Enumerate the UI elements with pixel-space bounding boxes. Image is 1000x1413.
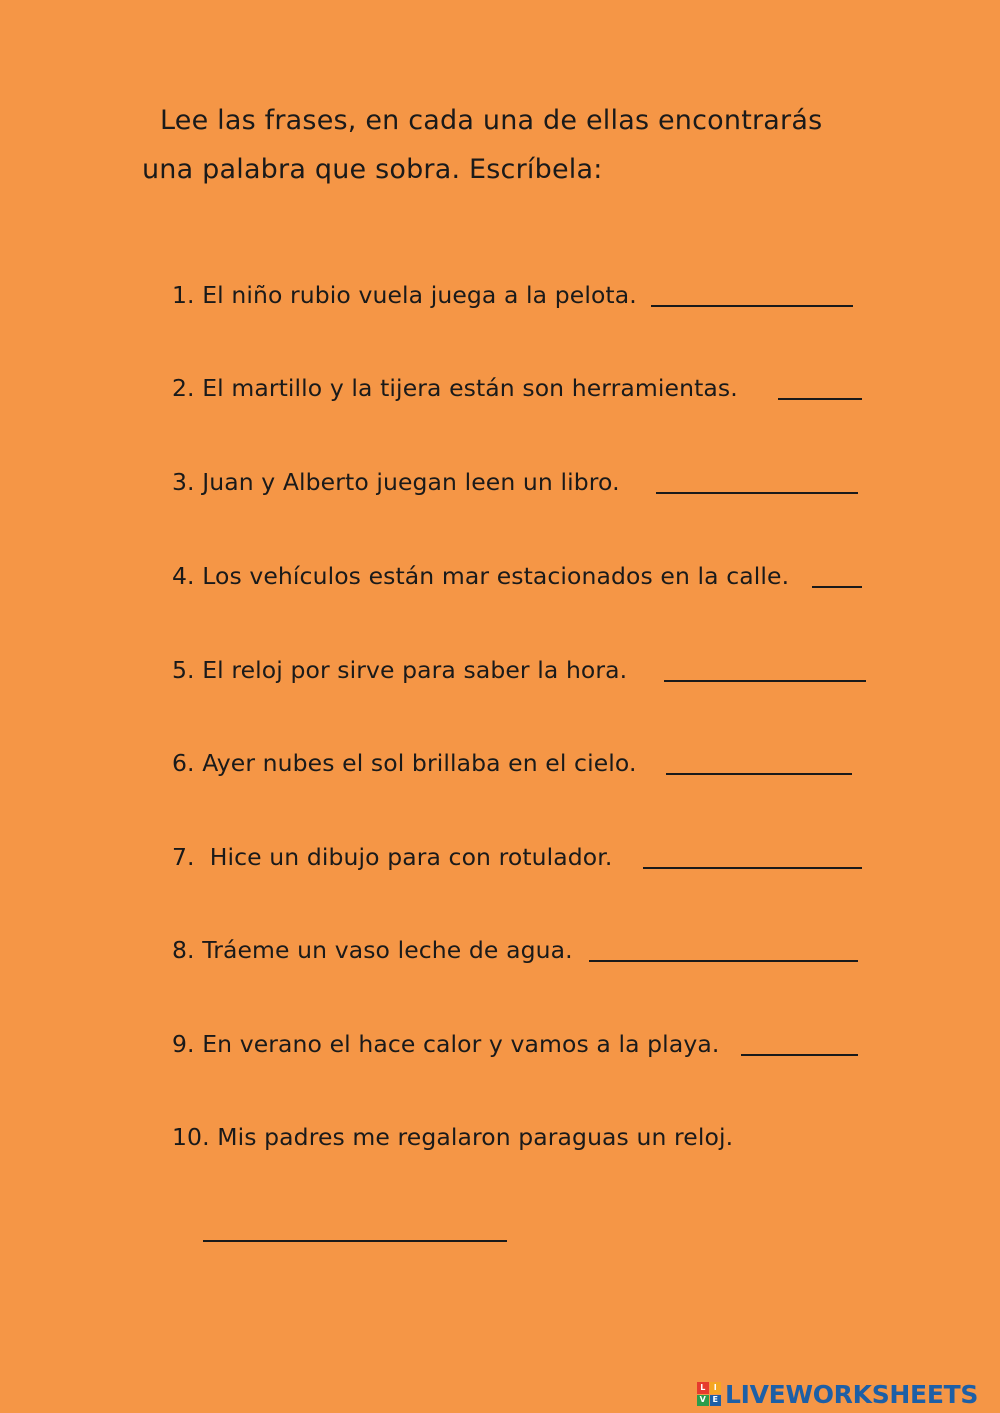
answer-blank-9[interactable] [741,1054,858,1056]
liveworksheets-logo-icon [697,1382,721,1406]
logo-letter-l: L [697,1382,709,1394]
instructions [142,96,902,194]
liveworksheets-wordmark: LIVEWORKSHEETS [725,1379,979,1409]
answer-blank-1[interactable] [651,305,853,307]
liveworksheets-brand [697,1377,978,1411]
answer-blank-7[interactable] [643,867,862,869]
answer-blank-3[interactable] [656,492,858,494]
answer-blank-8[interactable] [589,960,858,962]
sentence-8: 8. Tráeme un vaso leche de agua. [172,936,573,964]
answer-blank-4[interactable] [812,586,862,588]
sentence-9: 9. En verano el hace calor y vamos a la playa. [172,1030,720,1058]
instructions-line-1: Lee las frases, en cada una de ellas encontrarás [160,105,823,136]
sentence-7: 7. Hice un dibujo para con rotulador. [172,843,613,871]
sentence-4: 4. Los vehículos están mar estacionados en la calle. [172,562,790,590]
answer-blank-10[interactable] [203,1240,507,1242]
instructions-line-2: una palabra que sobra. Escríbela: [142,154,603,185]
logo-letter-i: I [710,1382,722,1394]
answer-blank-2[interactable] [778,398,862,400]
sentence-2: 2. El martillo y la tijera están son herramientas. [172,374,738,402]
sentence-10: 10. Mis padres me regalaron paraguas un reloj. [172,1123,734,1151]
sentence-1: 1. El niño rubio vuela juega a la pelota. [172,281,637,309]
sentence-6: 6. Ayer nubes el sol brillaba en el cielo. [172,749,637,777]
logo-letter-e: E [710,1395,722,1407]
answer-blank-6[interactable] [666,773,852,775]
sentence-5: 5. El reloj por sirve para saber la hora. [172,656,628,684]
sentence-3: 3. Juan y Alberto juegan leen un libro. [172,468,620,496]
answer-blank-5[interactable] [664,680,866,682]
logo-letter-v: V [697,1395,709,1407]
